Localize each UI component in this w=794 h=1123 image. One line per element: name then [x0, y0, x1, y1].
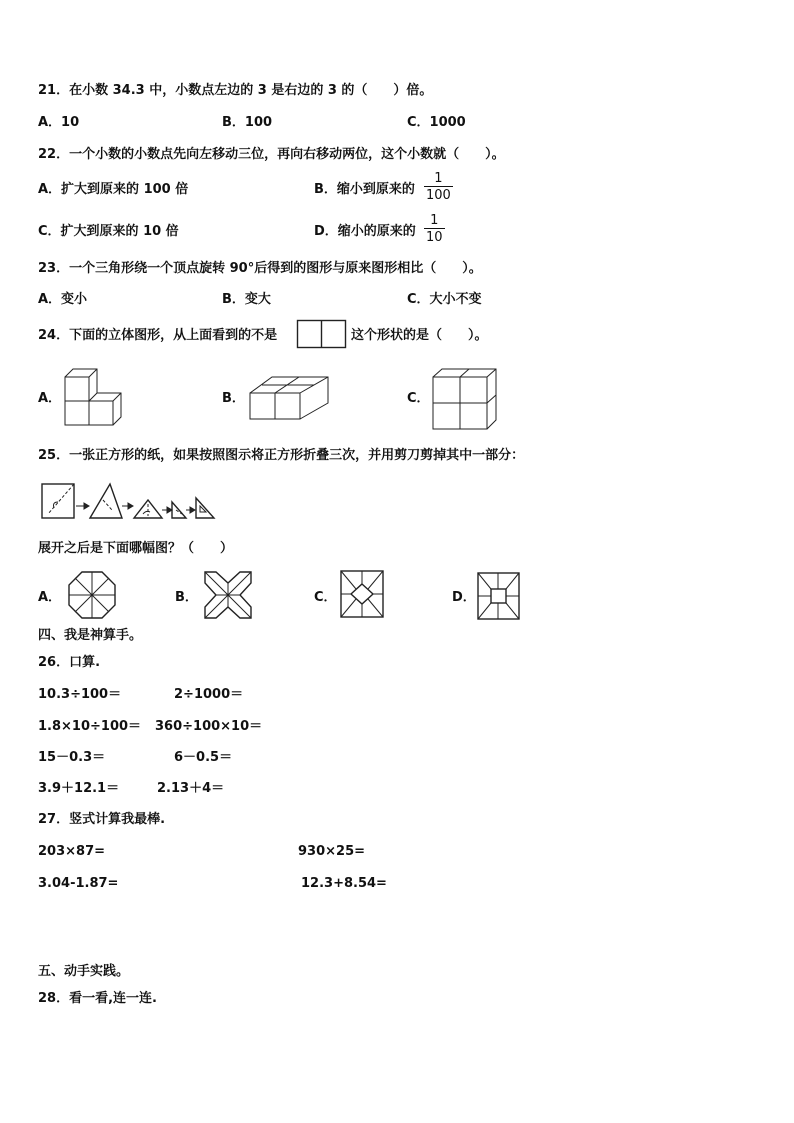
q22-option-d-fraction — [424, 214, 445, 244]
q24-option-b: B． — [222, 391, 245, 406]
written-calc-1a: 203×87= — [38, 844, 106, 859]
q22-option-b: B．缩小到原来的 — [314, 182, 415, 197]
cube-figure-a — [64, 368, 126, 426]
oral-calc-3b: 6－0.5＝ — [174, 750, 233, 765]
cube-figure-b — [249, 376, 331, 422]
q25-stem: 25．一张正方形的纸，如果按照图示将正方形折叠三次，并用剪刀剪掉其中一部分： — [38, 448, 525, 463]
oral-calc-2b: 360÷100×10＝ — [155, 719, 263, 734]
section4-title: 四、我是神算手。 — [38, 628, 143, 643]
folding-steps-diagram — [40, 480, 220, 522]
q25-option-a: A． — [38, 590, 62, 605]
q22-option-b-fraction — [424, 172, 453, 202]
unfolded-square-hole-figure — [477, 572, 521, 620]
two-squares-shape — [297, 320, 347, 348]
written-calc-2a: 3.04-1.87= — [38, 876, 119, 891]
oral-calc-1a: 10.3÷100＝ — [38, 687, 122, 702]
fraction-denominator: 10 — [426, 230, 443, 245]
q25-option-b: B． — [175, 590, 198, 605]
q21-stem: 21．在小数 34.3 中，小数点左边的 3 是右边的 3 的（ ）倍。 — [38, 83, 433, 98]
fraction-numerator: 1 — [434, 171, 443, 186]
q23-option-c: C．大小不变 — [407, 292, 482, 307]
section5-title: 五、动手实践。 — [38, 964, 130, 979]
fraction-denominator: 100 — [426, 188, 451, 203]
q22-stem: 22．一个小数的小数点先向左移动三位，再向右移动两位，这个小数就（ ）。 — [38, 147, 505, 162]
q22-option-d: D．缩小的原来的 — [314, 224, 416, 239]
unfolded-diamond-hole-figure — [340, 570, 384, 618]
cube-figure-c — [432, 368, 498, 430]
oral-calc-4b: 2.13＋4＝ — [157, 781, 225, 796]
q25-question: 展开之后是下面哪幅图？（ ） — [38, 541, 234, 556]
q22-option-c: C．扩大到原来的 10 倍 — [38, 224, 179, 239]
fraction-numerator: 1 — [430, 213, 439, 228]
written-calc-1b: 930×25= — [298, 844, 366, 859]
q25-option-d: D． — [452, 590, 476, 605]
q24-stem-before: 24．下面的立体图形，从上面看到的不是 — [38, 328, 278, 343]
q21-option-a: A．10 — [38, 115, 80, 130]
oral-calc-4a: 3.9＋12.1＝ — [38, 781, 120, 796]
unfolded-notched-square-figure — [204, 571, 252, 619]
q22-option-a: A．扩大到原来的 100 倍 — [38, 182, 189, 197]
unfolded-octagon-figure — [68, 571, 116, 619]
q23-option-b: B．变大 — [222, 292, 271, 307]
q24-option-c: C． — [407, 391, 430, 406]
oral-calc-2a: 1.8×10÷100＝ — [38, 719, 142, 734]
q28-title: 28．看一看,连一连. — [38, 991, 157, 1006]
oral-calc-3a: 15－0.3＝ — [38, 750, 106, 765]
q25-option-c: C． — [314, 590, 337, 605]
written-calc-2b: 12.3+8.54= — [301, 876, 387, 891]
q23-option-a: A．变小 — [38, 292, 88, 307]
q21-option-b: B．100 — [222, 115, 273, 130]
q24-stem-after: 这个形状的是（ ）。 — [351, 328, 488, 343]
q24-option-a: A． — [38, 391, 62, 406]
q27-title: 27．竖式计算我最棒. — [38, 812, 166, 827]
q26-title: 26．口算. — [38, 655, 101, 670]
oral-calc-1b: 2÷1000＝ — [174, 687, 244, 702]
q23-stem: 23．一个三角形绕一个顶点旋转 90°后得到的图形与原来图形相比（ ）。 — [38, 261, 482, 276]
q21-option-c: C．1000 — [407, 115, 466, 130]
